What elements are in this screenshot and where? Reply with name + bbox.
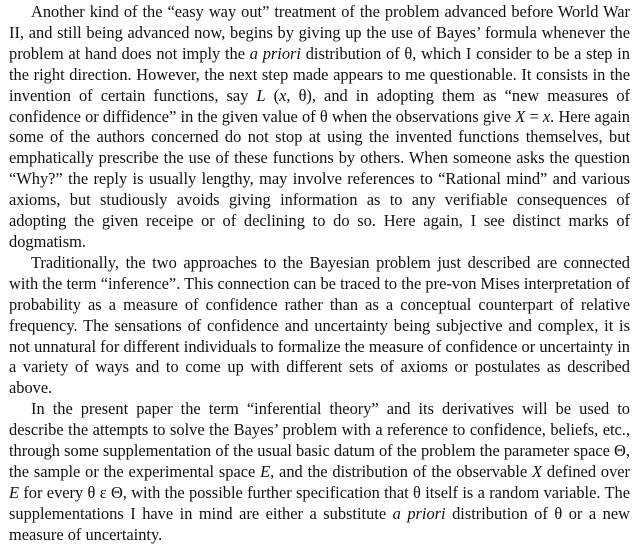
text-run: Another kind of the “easy way out” treatment of the problem advanced before World War II, and still being advanced now, begins by giving up the use of Bayes’ formula whenever the problem at hand does not imply the bbox=[9, 2, 630, 63]
text-run: Traditionally, the two approaches to the Bayesian problem just described are connected with the term “inference”. This connection can be traced to the pre-von Mises interpretation of probability as a measure of confidence rather than as a conceptual counterpart of relative frequency. The sensations of confidence and uncertainty being subjective and complex, it is not unnatural for different individuals to formalize the measure of confidence or uncertainty in a variety of ways and to come up with different sets of axioms or postulates as described above. bbox=[9, 252, 630, 398]
paragraph-inferential-theory bbox=[9, 399, 630, 545]
italic-text-run: x bbox=[279, 85, 287, 105]
text-run: ( bbox=[265, 85, 280, 105]
italic-text-run: X bbox=[515, 106, 526, 126]
italic-text-run: L bbox=[256, 85, 266, 105]
text-run: for every θ ε Θ, with the possible further specification that θ itself is a random variable. The supplementations I have in mind are either a substitute bbox=[9, 482, 630, 523]
text-run: In the present paper the term “inferential theory” and its derivatives will be used to describe the attempts to solve the Bayes’ problem with a reference to confidence, beliefs, etc., through some supplementation of the usual basic datum of the problem the parameter space Θ, the sample or the experimental space bbox=[9, 399, 630, 481]
text-run: . Here again some of the authors concerned do not stop at using the invented functions themselves, but emphatically prescribe the use of these functions by others. When someone asks the question “Why?” the reply is usually lengthy, may involve references to “Rational mind” and various axioms, but studiously avoids giving information as to any verifiable consequences of adopting the given receipe or of declining to do so. Here again, I see distinct marks of dogmatism. bbox=[9, 106, 630, 251]
text-run: distribution of θ or a new measure of uncertainty. bbox=[9, 503, 630, 544]
paragraph-easy-way-out bbox=[9, 2, 630, 253]
text-run: defined over bbox=[542, 461, 630, 481]
text-run: , and the distribution of the observable bbox=[270, 461, 533, 481]
italic-text-run: E bbox=[260, 461, 271, 481]
italic-text-run: x bbox=[542, 106, 551, 126]
italic-text-run: E bbox=[9, 482, 20, 502]
italic-text-run: X bbox=[532, 461, 543, 481]
paragraph-traditionally bbox=[9, 253, 630, 399]
text-run: , θ), and in adopting them as “new measures of confidence or diffidence” in the given value of θ when the observations give bbox=[9, 85, 630, 126]
italic-text-run: a priori bbox=[249, 43, 301, 63]
italic-text-run: a priori bbox=[392, 503, 446, 523]
text-run: = bbox=[525, 106, 543, 126]
text-run: distribution of θ, which I consider to be a step in the right direction. However, the next step made appears to me questionable. It consists in the invention of certain functions, say bbox=[9, 43, 630, 105]
